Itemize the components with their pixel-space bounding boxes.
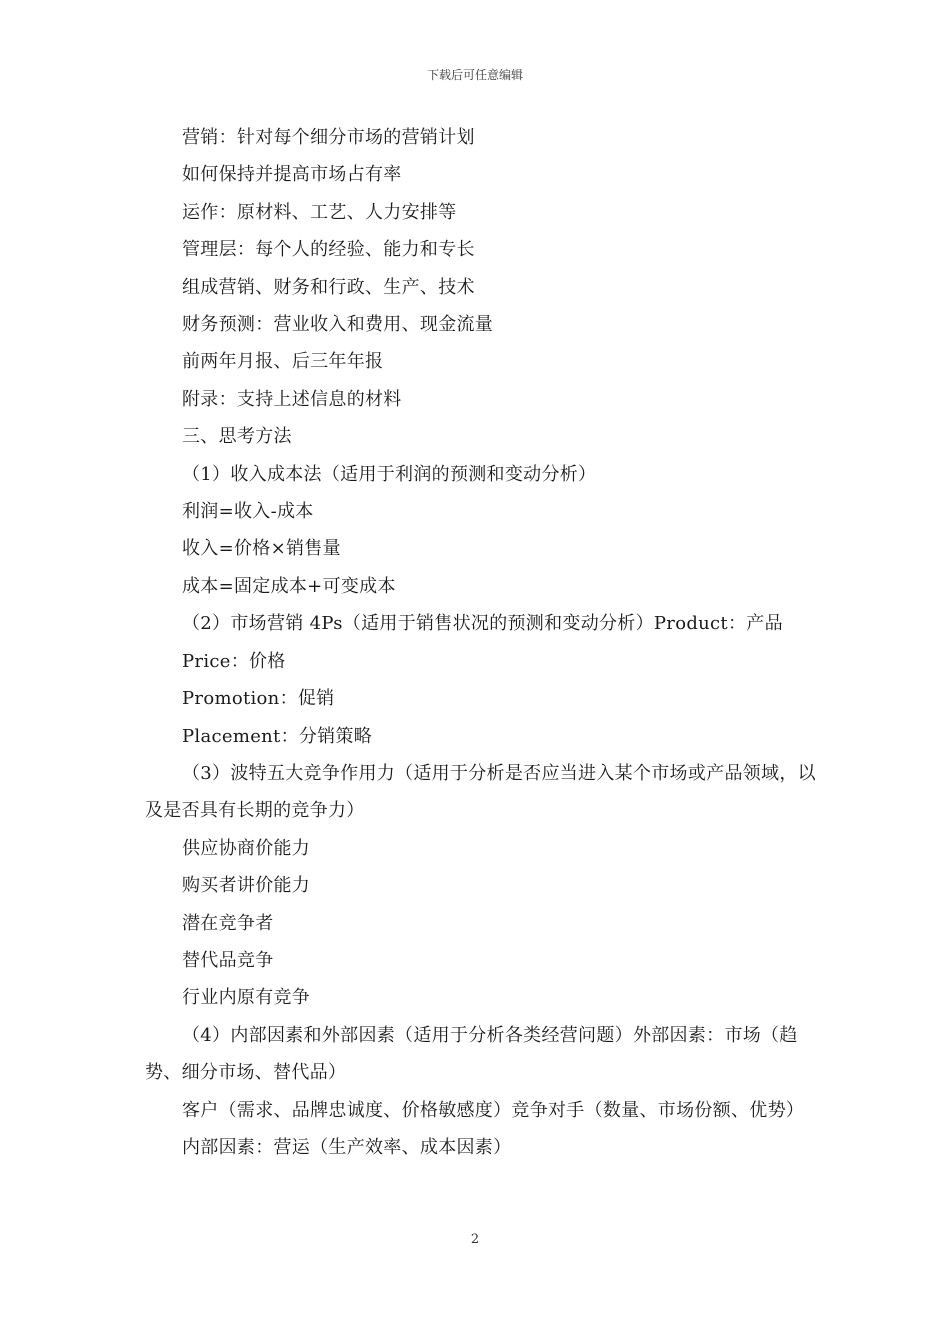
paragraph: 运作：原材料、工艺、人力安排等 xyxy=(182,201,457,223)
paragraph: 内部因素：营运（生产效率、成本因素） xyxy=(182,1136,512,1158)
document-body xyxy=(145,119,817,1166)
paragraph: 供应协商价能力 xyxy=(182,837,311,859)
paragraph: （2）市场营销 4Ps（适用于销售状况的预测和变动分析）Product：产品 xyxy=(182,613,783,635)
paragraph: 利润=收入-成本 xyxy=(182,501,314,523)
paragraph: （3）波特五大竞争作用力（适用于分析是否应当进入某个市场或产品领域，以及是否具有长期的竞争力） xyxy=(145,762,816,822)
paragraph: 客户（需求、品牌忠诚度、价格敏感度）竞争对手（数量、市场份额、优势） xyxy=(182,1099,805,1121)
paragraph: 营销：针对每个细分市场的营销计划 xyxy=(182,127,475,148)
paragraph: 附录：支持上述信息的材料 xyxy=(182,388,402,410)
paragraph: Placement：分销策略 xyxy=(182,725,373,747)
page-number: 2 xyxy=(470,1232,480,1247)
paragraph: Promotion：促销 xyxy=(182,688,335,710)
paragraph: 潜在竞争者 xyxy=(182,912,274,934)
paragraph: 成本=固定成本+可变成本 xyxy=(182,575,396,597)
paragraph: 管理层：每个人的经验、能力和专长 xyxy=(182,239,475,261)
section-heading: 三、思考方法 xyxy=(182,426,292,448)
paragraph: （4）内部因素和外部因素（适用于分析各类经营问题）外部因素：市场（趋势、细分市场、替代品） xyxy=(145,1024,798,1084)
paragraph: 购买者讲价能力 xyxy=(182,875,311,897)
paragraph: 组成营销、财务和行政、生产、技术 xyxy=(182,276,475,298)
paragraph: 如何保持并提高市场占有率 xyxy=(182,164,402,186)
paragraph: 财务预测：营业收入和费用、现金流量 xyxy=(182,314,494,336)
paragraph: （1）收入成本法（适用于利润的预测和变动分析） xyxy=(182,463,597,485)
paragraph: 替代品竞争 xyxy=(182,949,274,971)
page-header: 下载后可任意编辑 xyxy=(426,68,523,82)
paragraph: 行业内原有竞争 xyxy=(182,987,311,1009)
paragraph: 收入=价格×销售量 xyxy=(182,538,341,560)
paragraph: 前两年月报、后三年年报 xyxy=(182,351,384,373)
paragraph: Price：价格 xyxy=(182,650,286,672)
